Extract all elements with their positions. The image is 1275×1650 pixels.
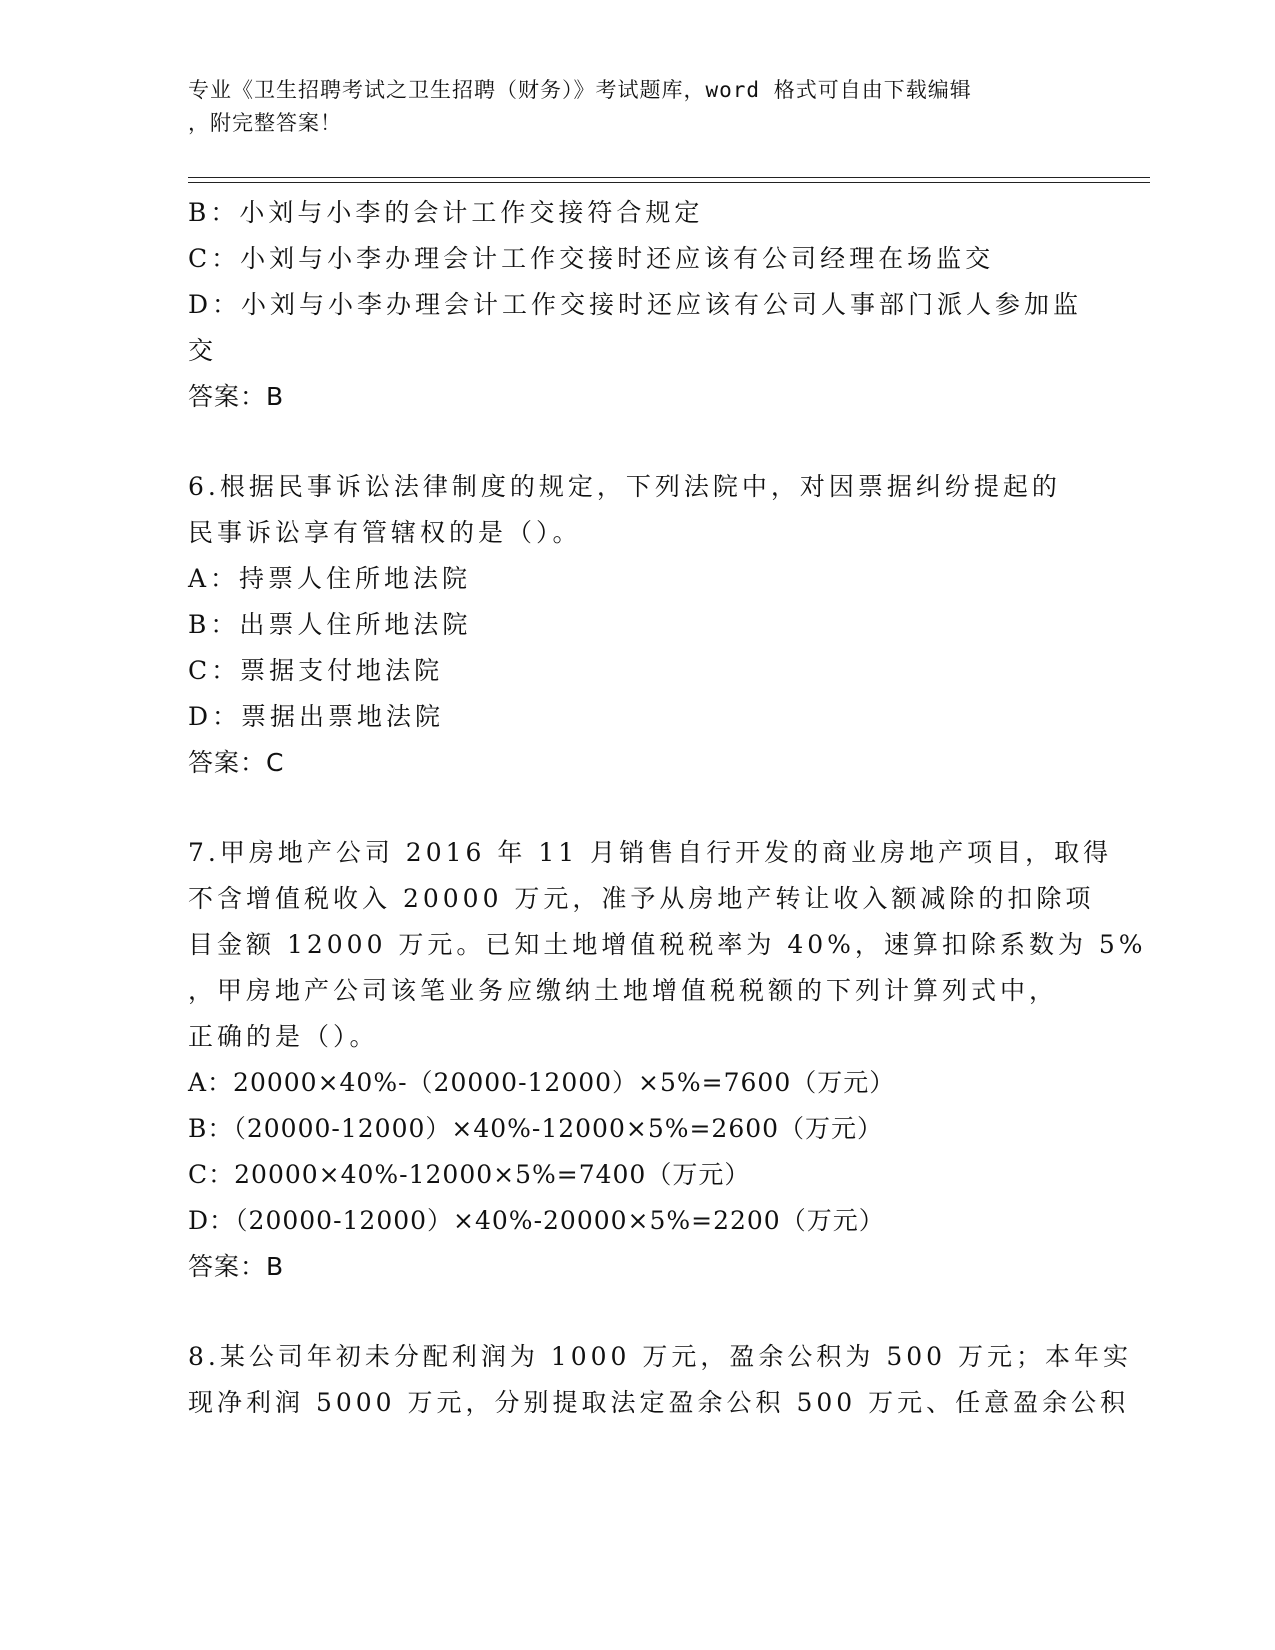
q6-answer: 答案：C (188, 748, 285, 777)
q7-stem-line-1: 7.甲房地产公司 2016 年 11 月销售自行开发的商业房地产项目，取得 (188, 838, 1113, 867)
q7-stem-line-3: 目金额 12000 万元。已知土地增值税税率为 40%，速算扣除系数为 5% (188, 930, 1147, 959)
q7-stem-line-5: 正确的是（）。 (188, 1022, 379, 1051)
q7-option-c: C：20000×40%-12000×5%=7400（万元） (188, 1160, 751, 1189)
spacer (188, 420, 1068, 464)
q7-stem-line-4: ，甲房地产公司该笔业务应缴纳土地增值税税额的下列计算列式中， (188, 976, 1059, 1005)
q7-option-a: A：20000×40%-（20000-12000）×5%=7600（万元） (188, 1068, 896, 1097)
question-7-block (188, 830, 1147, 1290)
q7-stem-line-2: 不含增值税收入 20000 万元，准予从房地产转让收入额减除的扣除项 (188, 884, 1095, 913)
q8-stem-line-1: 8.某公司年初未分配利润为 1000 万元，盈余公积为 500 万元；本年实 (188, 1342, 1132, 1371)
q6-option-a: A：持票人住所地法院 (188, 564, 472, 593)
spacer (188, 786, 1068, 830)
q6-option-d: D：票据出票地法院 (188, 702, 445, 731)
q7-answer: 答案：B (188, 1252, 285, 1281)
q5-option-b: B：小刘与小李的会计工作交接符合规定 (188, 198, 704, 227)
spacer (188, 1290, 1068, 1334)
q6-option-c: C：票据支付地法院 (188, 656, 444, 685)
question-5-block (188, 190, 1083, 420)
q5-answer: 答案：B (188, 382, 285, 411)
q6-option-b: B：出票人住所地法院 (188, 610, 472, 639)
q8-stem-line-2: 现净利润 5000 万元，分别提取法定盈余公积 500 万元、任意盈余公积 (188, 1388, 1130, 1417)
q5-option-d-line-1: D：小刘与小李办理会计工作交接时还应该有公司人事部门派人参加监 (188, 290, 1083, 319)
header-divider-bottom (188, 182, 1150, 183)
question-content (188, 190, 1147, 1426)
q7-option-b: B：（20000-12000）×40%-12000×5%=2600（万元） (188, 1114, 884, 1143)
question-8-block (188, 1334, 1132, 1426)
q6-stem-line-2: 民事诉讼享有管辖权的是（）。 (188, 518, 582, 547)
header-divider-top (188, 177, 1150, 178)
q6-stem-line-1: 6.根据民事诉讼法律制度的规定，下列法院中，对因票据纠纷提起的 (188, 472, 1061, 501)
header-line-2: ，附完整答案！ (188, 111, 342, 135)
q5-option-c: C：小刘与小李办理会计工作交接时还应该有公司经理在场监交 (188, 244, 995, 273)
q5-option-d-line-2: 交 (188, 336, 218, 365)
page-header (188, 74, 1068, 140)
q7-option-d: D：（20000-12000）×40%-20000×5%=2200（万元） (188, 1206, 885, 1235)
header-line-1: 专业《卫生招聘考试之卫生招聘（财务）》考试题库，word 格式可自由下载编辑 (188, 78, 972, 102)
question-6-block (188, 464, 1068, 786)
